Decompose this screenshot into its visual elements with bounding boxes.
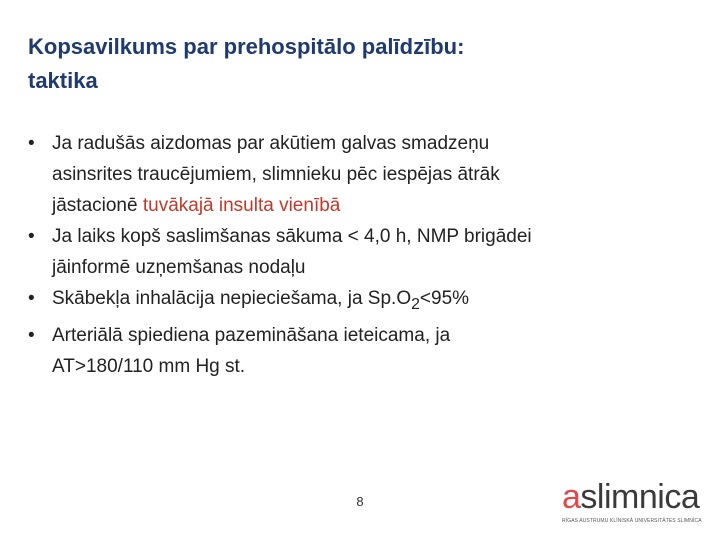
bullet-item-oxygen xyxy=(28,283,688,320)
bullet-text-line: AT>180/110 mm Hg st. xyxy=(52,355,246,377)
bullet-icon: • xyxy=(28,133,35,154)
bullet-item-stroke-suspicion xyxy=(28,128,688,221)
slimnica-logo xyxy=(562,478,708,530)
slide-title xyxy=(28,30,668,98)
bullet-icon: • xyxy=(28,288,35,309)
bullet-item-time-since-onset xyxy=(28,221,688,283)
oxygen-text-prefix: Skābekļa inhalācija nepieciešama, ja Sp.O xyxy=(52,288,412,309)
bullet-item-blood-pressure xyxy=(28,320,688,382)
stroke-unit-highlight: tuvākajā insulta vienībā xyxy=(142,195,341,216)
logo-letter-a: a xyxy=(562,478,581,516)
logo-subtitle: RĪGAS AUSTRUMU KLĪNISKĀ UNIVERSITĀTES SLIMNĪCA xyxy=(562,518,702,524)
bullet-text-line: asinsrites traucējumiem, slimnieku pēc iespējas ātrāk xyxy=(52,164,500,185)
bullet-text-line: Arteriālā spiediena pazemināšana ieteicama, ja xyxy=(52,324,451,346)
bullet-text-line: Ja radušās aizdomas par akūtiem galvas smadzeņu xyxy=(52,133,490,154)
oxygen-text-suffix: <95% xyxy=(419,288,470,309)
logo-word-rest: slimnica xyxy=(580,478,700,516)
bullet-icon: • xyxy=(28,226,35,247)
page-number: 8 xyxy=(356,494,364,509)
bullet-text-line xyxy=(52,283,688,320)
bullet-text-line: Ja laiks kopš saslimšanas sākuma < 4,0 h, NMP brigādei xyxy=(52,226,532,247)
bullet-text-line: jāinformē uzņemšanas nodaļu xyxy=(52,257,306,278)
bullet-icon: • xyxy=(28,324,35,346)
slide-title-line-1: Kopsavilkums par prehospitālo palīdzību: xyxy=(28,34,465,59)
oxygen-subscript: 2 xyxy=(411,295,420,313)
bullet-text-prefix: jāstacionē xyxy=(52,195,143,216)
bullet-text-line xyxy=(52,190,688,221)
bullet-list xyxy=(28,128,688,382)
logo-wordmark xyxy=(562,478,699,517)
slide-title-line-2: taktika xyxy=(28,68,98,93)
